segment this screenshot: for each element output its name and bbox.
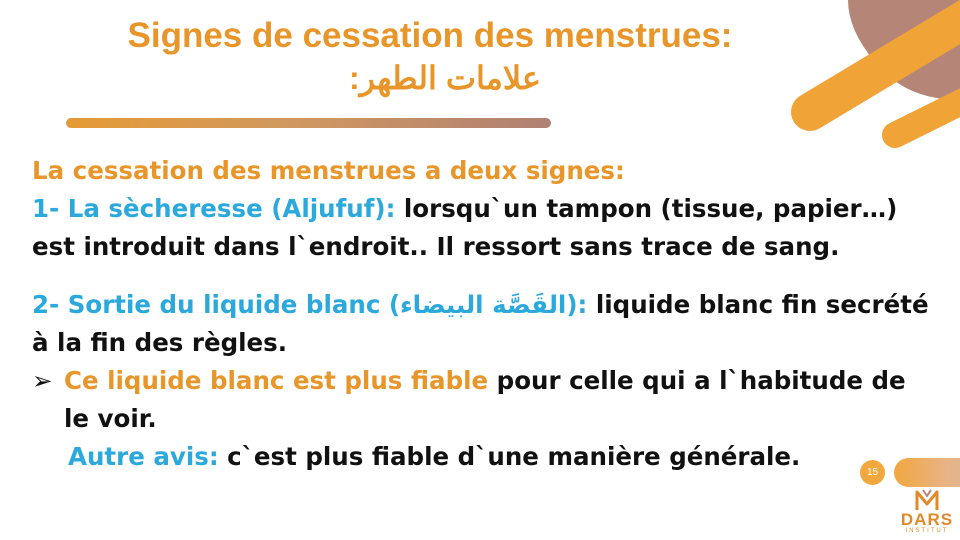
logo-mark-icon [899, 488, 955, 512]
logo-subtitle: INSTITUT [905, 528, 949, 534]
intro-line [32, 152, 937, 190]
intro-text: La cessation des menstrues a deux signes: [32, 156, 625, 185]
logo-word: DARS [900, 510, 954, 529]
sign-one-label: 1- La sècheresse (Aljufuf): [32, 194, 396, 223]
sign-two-label-start: 2- Sortie du liquide blanc ( [32, 290, 401, 319]
sign-two-label-end: ): [566, 290, 588, 319]
sign-two-label-arabic: القَصَّة البيضاء [400, 290, 567, 319]
title-arabic: علامات الطهر: [348, 60, 542, 96]
bullet-text: pour celle qui a l`habitude de le voir. [64, 366, 906, 433]
dars-logo [899, 488, 955, 538]
page-number-badge: 15 [860, 460, 885, 485]
sign-two-text: liquide blanc fin secrété à la fin des règles. [32, 290, 929, 357]
slide-body [32, 152, 937, 476]
other-opinion-label: Autre avis: [68, 442, 219, 471]
sign-one-paragraph [32, 190, 937, 266]
page-number-bar [894, 458, 960, 487]
bullet-highlight: Ce liquide blanc est plus fiable [64, 366, 489, 395]
arrow-bullet-icon: ➢ [32, 366, 53, 395]
sign-two-paragraph [32, 286, 937, 362]
paragraph-gap [32, 266, 937, 286]
title-underline [66, 118, 551, 128]
bullet-paragraph [32, 362, 937, 438]
sign-one-text: lorsqu`un tampon (tissue, papier…) est introduit dans l`endroit.. Il ressort sans trace de sang. [32, 194, 898, 261]
slide-title [60, 14, 800, 98]
other-opinion-paragraph [32, 438, 937, 476]
other-opinion-text: c`est plus fiable d`une manière générale. [218, 442, 801, 471]
title-french: Signes de cessation des menstrues: [127, 16, 733, 55]
